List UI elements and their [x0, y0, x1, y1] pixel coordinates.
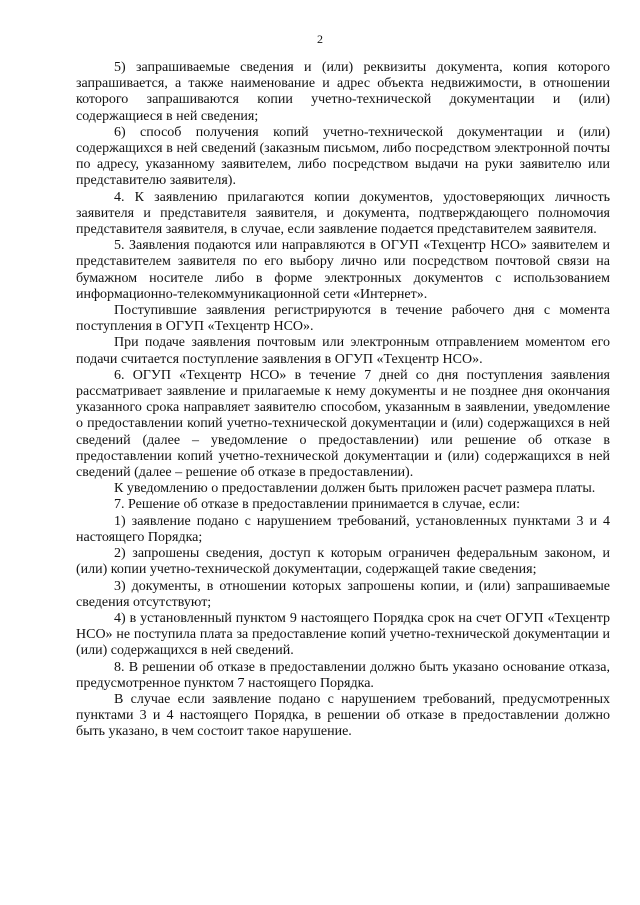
document-body [76, 60, 610, 741]
page-number: 2 [317, 32, 323, 46]
paragraph-clause-4: 4. К заявлению прилагаются копии документов, удостоверяющих личность заявителя и представителя заявителя, и документа, подтверждающего полномочия представителя заявителя, в случае, если заявление подается представителем заявителя. [76, 189, 610, 238]
paragraph-refusal-reason-2: 2) запрошены сведения, доступ к которым ограничен федеральным законом, и (или) копии учетно-технической документации, содержащей такие сведения; [76, 546, 610, 578]
paragraph-registration: Поступившие заявления регистрируются в течение рабочего дня с момента поступления в ОГУП «Техцентр НСО». [76, 303, 610, 335]
paragraph-submission-moment: При подаче заявления почтовым или электронным отправлением моментом его подачи считается поступление заявления в ОГУП «Техцентр НСО». [76, 335, 610, 367]
paragraph-refusal-reason-4: 4) в установленный пунктом 9 настоящего Порядка срок на счет ОГУП «Техцентр НСО» не поступила плата за предоставление копий учетно-технической документации и (или) содержащихся в ней сведений. [76, 610, 610, 659]
paragraph-item-6: 6) способ получения копий учетно-технической документации и (или) содержащихся в ней сведений (заказным письмом, либо посредством электронной почты по адресу, указанному заявителем, либо посредством выдачи на руки заявителю или представителю заявителя). [76, 124, 610, 189]
paragraph-violation-note: В случае если заявление подано с нарушением требований, предусмотренных пунктами 3 и 4 настоящего Порядка, в решении об отказе в предоставлении должно быть указано, в чем состоит такое нарушение. [76, 691, 610, 740]
paragraph-payment-calculation: К уведомлению о предоставлении должен быть приложен расчет размера платы. [114, 481, 596, 497]
paragraph-refusal-reason-1: 1) заявление подано с нарушением требований, установленных пунктами 3 и 4 настоящего Порядка; [76, 513, 610, 545]
paragraph-clause-5: 5. Заявления подаются или направляются в ОГУП «Техцентр НСО» заявителем и представителем заявителя по его выбору лично или посредством почтовой связи на бумажном носителе либо в форме электронных документов с использованием информационно-телекоммуникационной сети «Интернет». [76, 238, 610, 302]
paragraph-refusal-reason-3: 3) документы, в отношении которых запрошены копии, и (или) запрашиваемые сведения отсутствуют; [76, 578, 610, 610]
paragraph-item-5: 5) запрашиваемые сведения и (или) реквизиты документа, копия которого запрашивается, а также наименование и адрес объекта недвижимости, в отношении которого запрашиваются копии учетно-технической документации и (или) содержащиеся в ней сведения; [76, 60, 610, 124]
paragraph-clause-8: 8. В решении об отказе в предоставлении должно быть указано основание отказа, предусмотренное пунктом 7 настоящего Порядка. [76, 659, 610, 691]
paragraph-clause-7: 7. Решение об отказе в предоставлении принимается в случае, если: [114, 497, 521, 513]
paragraph-clause-6: 6. ОГУП «Техцентр НСО» в течение 7 дней со дня поступления заявления рассматривает заявление и прилагаемые к нему документы и не позднее дня окончания указанного срока направляет заявителю способом, указанным в заявлении, уведомление о предоставлении копий учетно-технической документации и (или) содержащихся в ней сведений (далее – уведомление о предоставлении) или решение об отказе в предоставлении копий учетно-технической документации и (или) содержащихся в ней сведений (далее – решение об отказе в предоставлении). [76, 367, 610, 481]
